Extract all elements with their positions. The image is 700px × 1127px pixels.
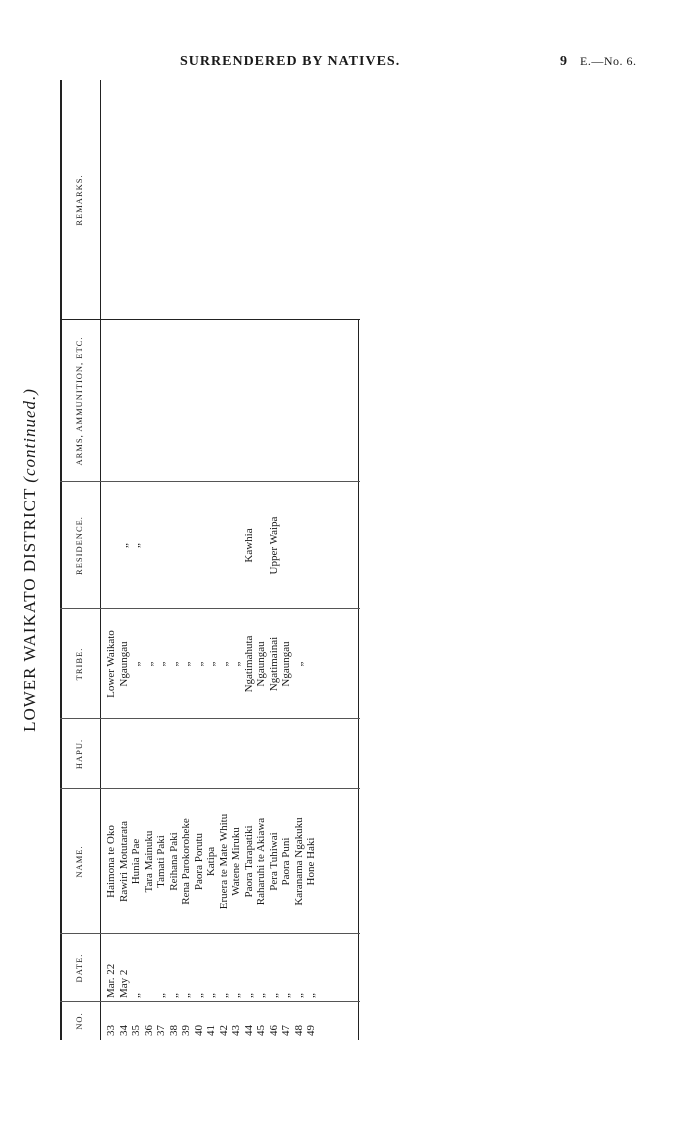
cell-date: „ [130,993,142,998]
column-arms [60,320,360,482]
cell-date: „ [217,993,230,998]
cell-date: „ [180,993,192,998]
cell-no: 43 [230,1025,242,1036]
column-separator [60,481,360,482]
cell-name: Hone Haki [305,837,317,886]
cell-tribe: „ [230,661,242,667]
column-header-arms: ARMS, AMMUNITION, ETC. [74,336,84,466]
column-separator [60,1001,360,1002]
cell-residence: „ [130,543,142,548]
cell-residence: Upper Waipa [267,516,280,575]
column-remarks [60,80,360,320]
column-header-name: NAME. [74,845,84,878]
cell-date: „ [155,993,167,998]
column-header-tribe: TRIBE. [74,647,84,681]
column-separator [60,718,360,719]
column-header-hapu: HAPU. [74,738,84,770]
cell-no: 48 [292,1025,305,1036]
cell-no: 46 [267,1025,280,1036]
cell-tribe: „ [205,661,217,667]
cell-no: 49 [305,1025,317,1036]
cell-tribe: „ [180,661,192,667]
cell-name: Tara Mainuku [142,830,155,893]
column-date [60,934,360,1002]
cell-tribe: Ngaungau [117,641,130,687]
cell-no: 38 [167,1025,180,1036]
cell-name: Pera Tuhiwai [267,832,280,891]
cell-tribe: Ngaungau [280,641,292,687]
cell-name: Karanama Ngakuku [292,817,305,906]
cell-no: 44 [242,1025,255,1036]
cell-no: 39 [180,1025,192,1036]
cell-no: 42 [217,1025,230,1036]
cell-tribe: „ [217,661,230,667]
rotated-table [20,80,360,1040]
cell-name: Paora Porutu [192,832,205,891]
cell-name: Watene Miruku [230,827,242,896]
column-header-residence: RESIDENCE. [74,516,84,575]
cell-tribe: „ [292,661,305,667]
cell-name: Paora Puni [280,837,292,886]
cell-tribe: Ngaungau [255,641,267,687]
cell-no: 35 [130,1025,142,1036]
cell-date: „ [205,993,217,998]
column-hapu [60,719,360,789]
cell-name: Katipa [205,846,217,877]
cell-name: Rena Parokoroheke [180,818,192,905]
cell-name: Haimona te Oko [105,825,117,898]
column-separator [60,933,360,934]
cell-name: Paora Tarapatiki [242,825,255,898]
page-number: 9 [560,54,568,69]
document-code: E.—No. 6. [580,54,637,68]
cell-residence: „ [117,543,130,548]
cell-tribe: Ngatimainai [267,636,280,692]
cell-name: Rawiri Motutarata [117,821,130,902]
table-title-suffix: (continued.) [20,388,39,483]
column-separator [60,788,360,789]
cell-tribe: Ngatimahuta [242,635,255,693]
cell-date: „ [242,993,255,998]
column-separator [60,608,360,609]
cell-tribe: „ [155,661,167,667]
cell-no: 41 [205,1025,217,1036]
cell-name: Hunia Pae [130,838,142,885]
cell-tribe: „ [192,661,205,667]
column-name [60,789,360,934]
cell-date: „ [192,993,205,998]
cell-tribe: Lower Waikato [105,630,117,698]
column-residence [60,482,360,609]
cell-no: 45 [255,1025,267,1036]
cell-date: „ [230,993,242,998]
cell-tribe: „ [130,661,142,667]
cell-date: „ [167,993,180,998]
cell-no: 33 [105,1025,117,1036]
cell-date: May 2 [117,969,130,998]
cell-no: 36 [142,1025,155,1036]
column-header-no: NO. [74,1012,84,1030]
table-title-main: LOWER WAIKATO DISTRICT [20,487,39,732]
cell-date: „ [267,993,280,998]
cell-name: Reihana Paki [167,832,180,891]
cell-date: „ [292,993,305,998]
cell-no: 40 [192,1025,205,1036]
cell-no: 47 [280,1025,292,1036]
column-no [60,1002,360,1040]
cell-date: „ [305,993,317,998]
cell-name: Eruera te Mate Whitu [217,813,230,910]
running-head-title: SURRENDERED BY NATIVES. [180,54,401,69]
cell-date: „ [255,993,267,998]
column-header-remarks: REMARKS. [74,174,84,226]
cell-date: Mar. 22 [105,963,117,998]
column-header-date: DATE. [74,953,84,983]
cell-tribe: „ [167,661,180,667]
cell-date: „ [280,993,292,998]
cell-name: Tamati Paki [155,835,167,888]
column-tribe [60,609,360,719]
cell-tribe: „ [142,661,155,667]
cell-name: Raharuhi te Akiawa [255,817,267,906]
cell-no: 37 [155,1025,167,1036]
table-title [20,80,40,1040]
cell-residence: Kawhia [242,528,255,563]
cell-no: 34 [117,1025,130,1036]
